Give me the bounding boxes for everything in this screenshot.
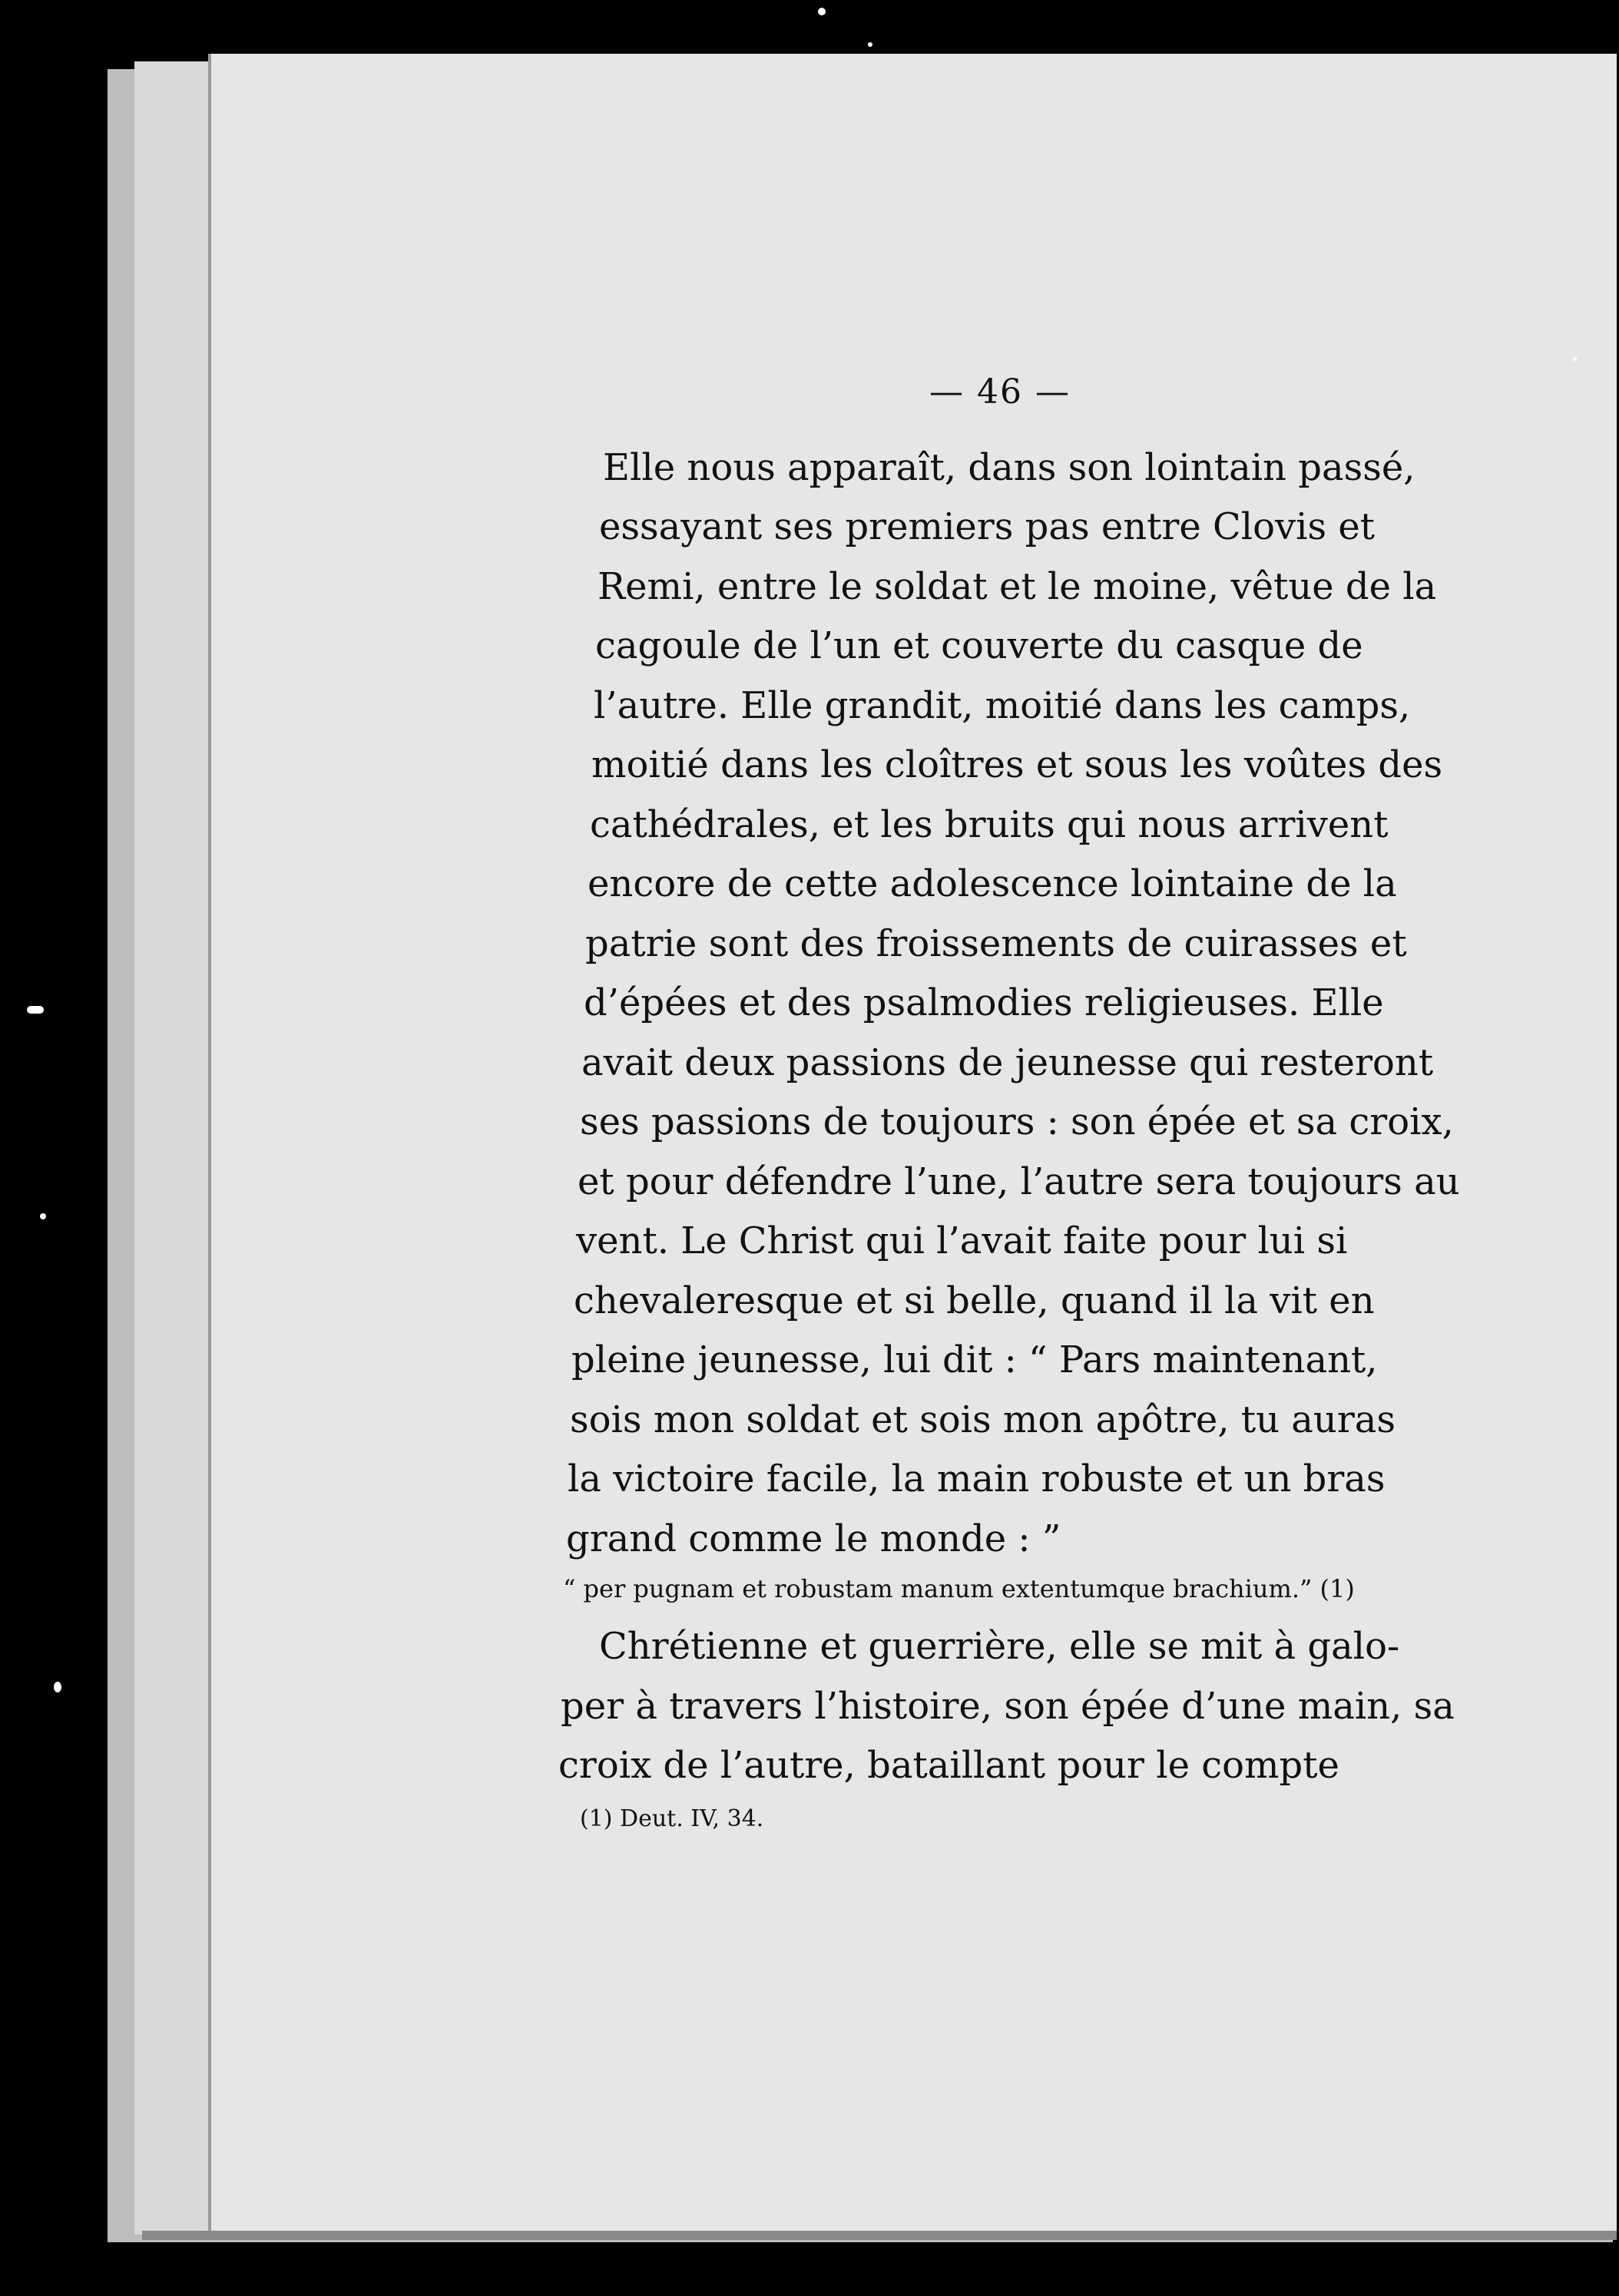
page-sheet	[211, 54, 1617, 2235]
text-line: ses passions de toujours : son épée et sa croix,	[580, 1100, 1454, 1143]
text-line: patrie sont des froissements de cuirasses et	[585, 922, 1407, 965]
scan-speck	[54, 1682, 61, 1692]
scan-speck	[1573, 357, 1577, 361]
scan-speck	[40, 1213, 46, 1219]
text-line: essayant ses premiers pas entre Clovis et	[599, 505, 1376, 548]
text-line: per à travers l’histoire, son épée d’une main, sa	[561, 1685, 1455, 1728]
text-line: Remi, entre le soldat et le moine, vêtue de la	[598, 565, 1437, 608]
text-line: pleine jeunesse, lui dit : “ Pars maintenant,	[571, 1338, 1378, 1381]
page-bottom-edge	[142, 2231, 1617, 2240]
scan-speck	[818, 8, 826, 15]
text-line: cagoule de l’un et couverte du casque de	[595, 624, 1363, 667]
text-line: la victoire facile, la main robuste et un bras	[568, 1457, 1386, 1500]
text-line: avait deux passions de jeunesse qui resteront	[581, 1041, 1434, 1084]
scan-speck	[27, 1006, 44, 1014]
text-line: et pour défendre l’une, l’autre sera toujours au	[578, 1160, 1460, 1203]
text-line: d’épées et des psalmodies religieuses. Elle	[584, 981, 1384, 1024]
latin-quote: “ per pugnam et robustam manum extentumque brachium.” (1)	[563, 1574, 1355, 1603]
text-line: l’autre. Elle grandit, moitié dans les camps,	[594, 684, 1411, 727]
text-line: vent. Le Christ qui l’avait faite pour lui si	[576, 1219, 1348, 1262]
text-line: croix de l’autre, bataillant pour le compte	[558, 1744, 1339, 1787]
text-line: moitié dans les cloîtres et sous les voûtes des	[591, 743, 1443, 786]
text-line: grand comme le monde : ”	[566, 1517, 1061, 1560]
text-line: chevaleresque et si belle, quand il la vit en	[574, 1279, 1375, 1322]
text-line: Elle nous apparaît, dans son lointain passé,	[603, 446, 1415, 489]
text-line: cathédrales, et les bruits qui nous arrivent	[590, 803, 1389, 846]
text-line: encore de cette adolescence lointaine de la	[588, 862, 1397, 905]
page-number: — 46 —	[929, 372, 1071, 412]
scan-speck	[868, 42, 872, 47]
text-line: Chrétienne et guerrière, elle se mit à galo-	[599, 1625, 1400, 1668]
text-line: sois mon soldat et sois mon apôtre, tu auras	[570, 1398, 1396, 1441]
footnote: (1) Deut. IV, 34.	[580, 1805, 764, 1832]
